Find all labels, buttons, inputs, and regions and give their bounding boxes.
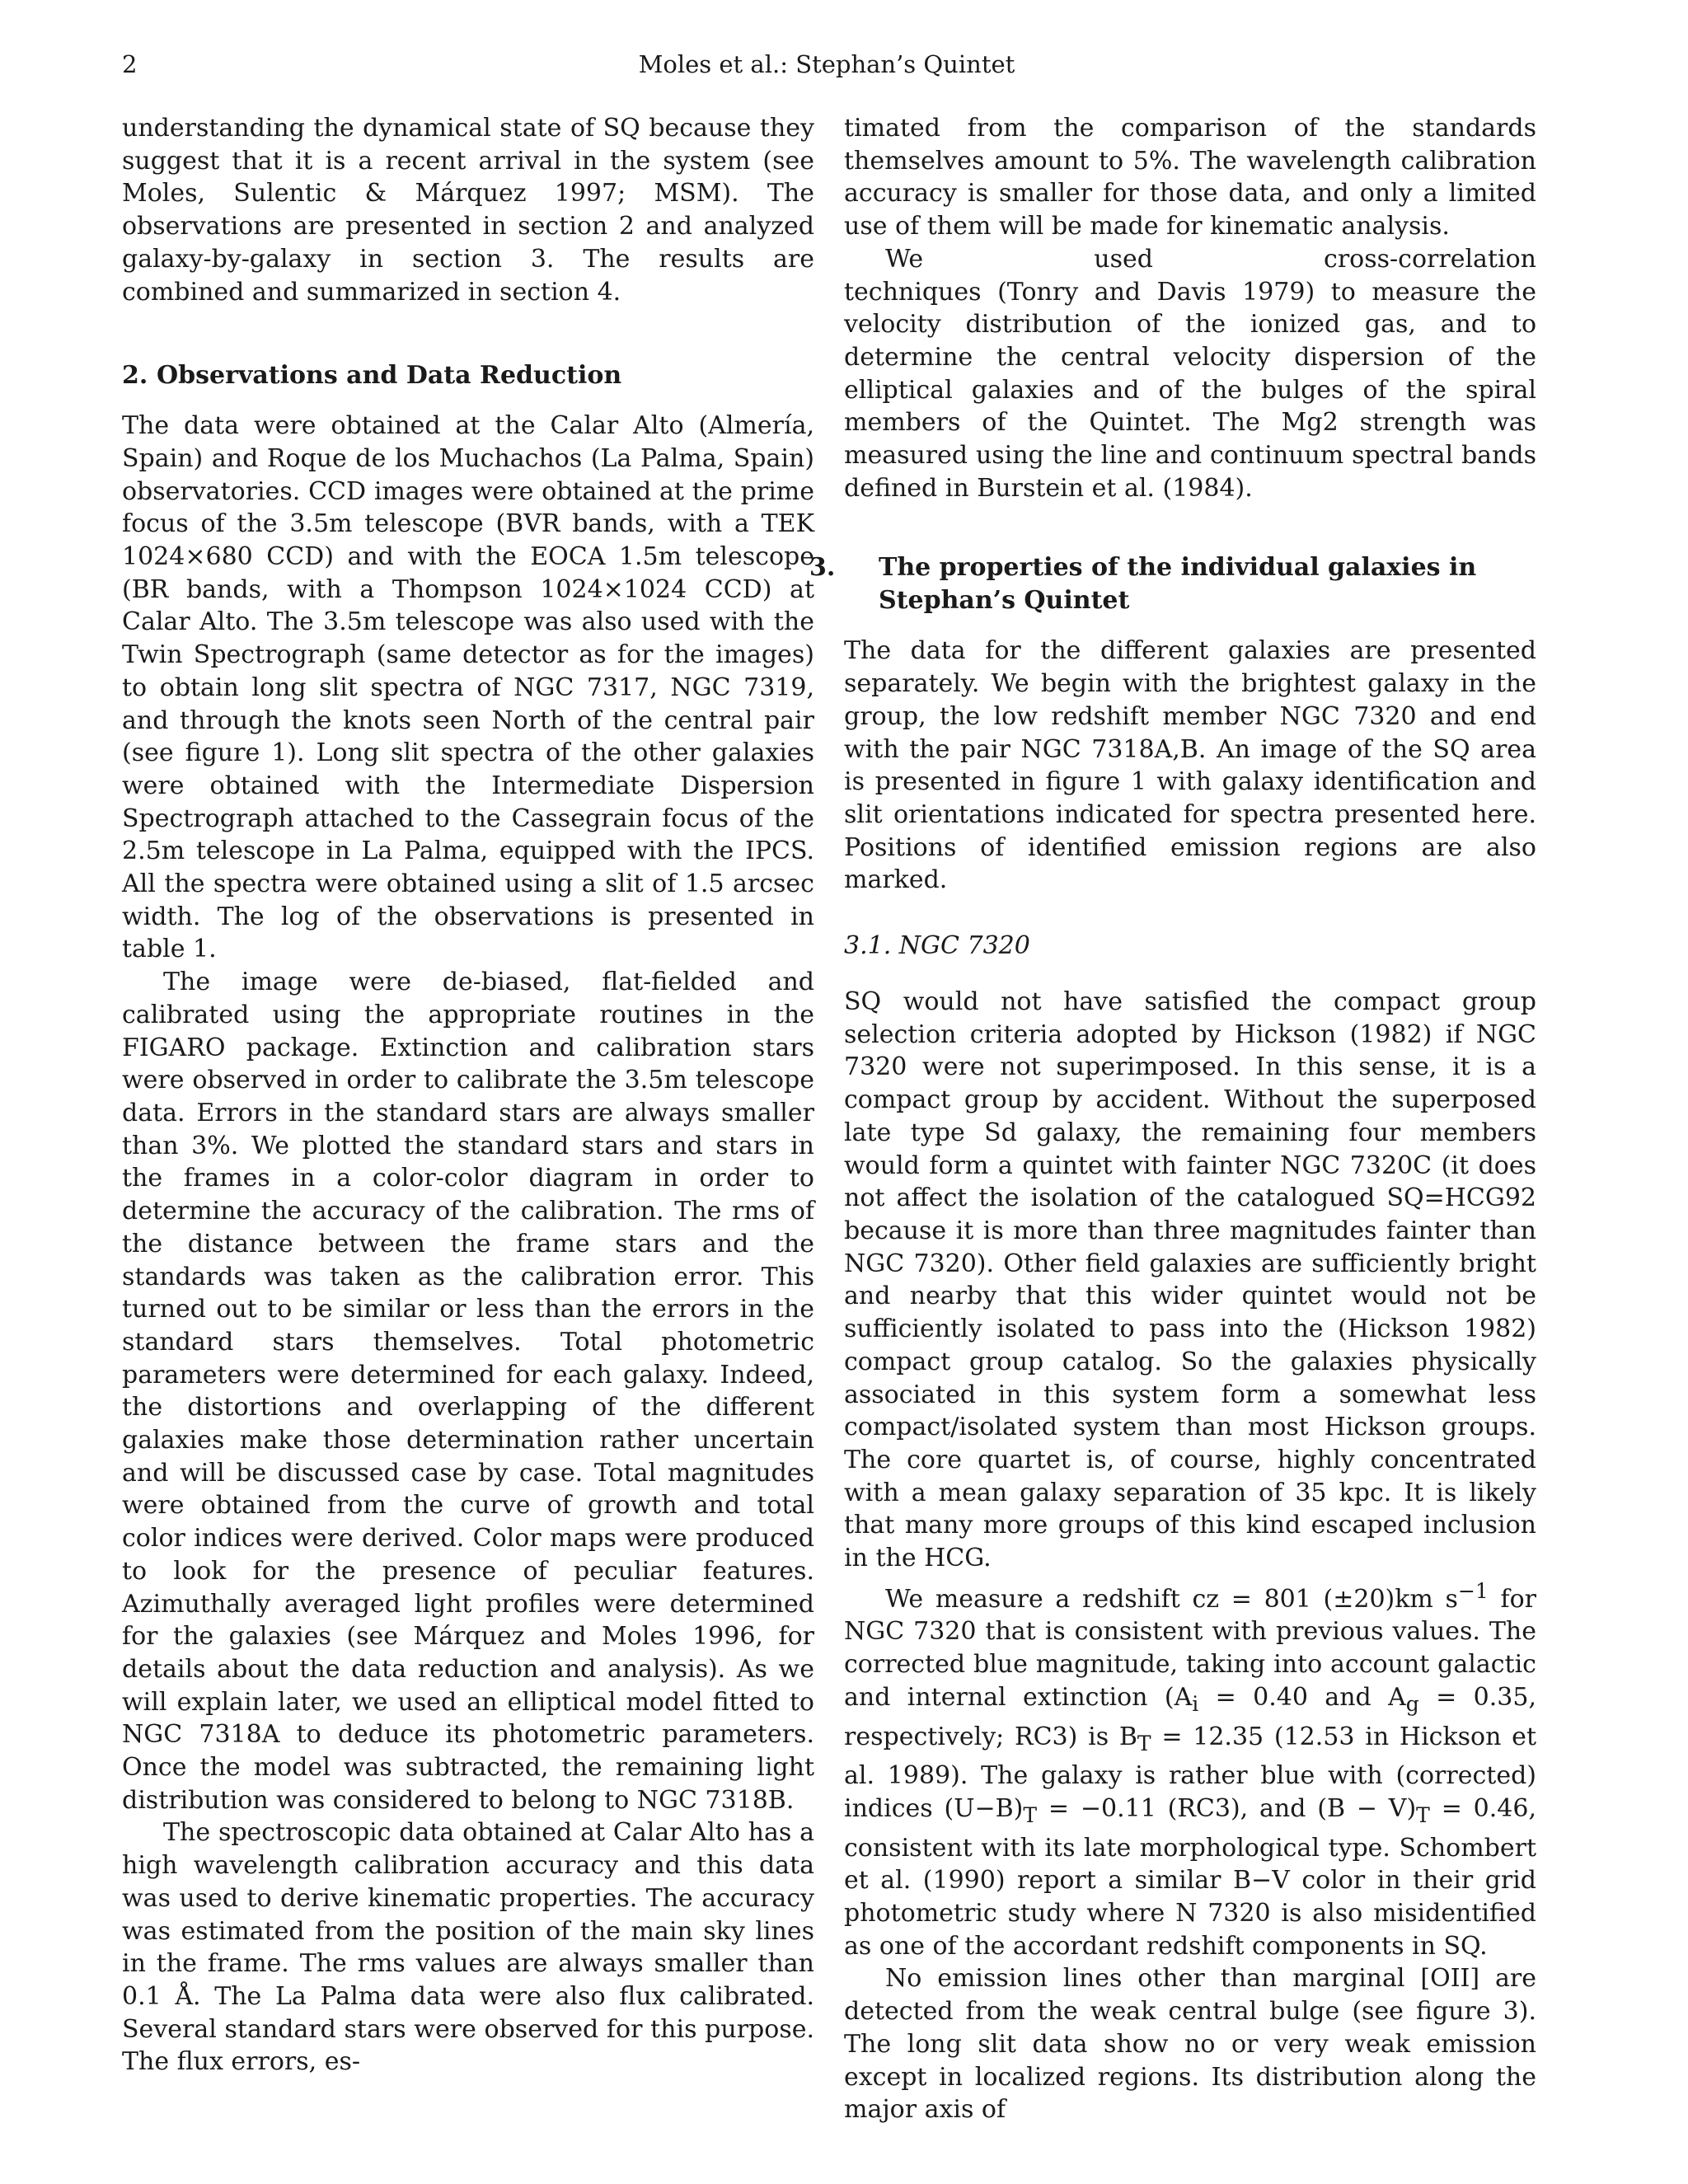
subscript-i: i	[1192, 1691, 1199, 1716]
left-column	[122, 112, 814, 2079]
redshift-text-7: = 0.46, consistent with its late morphological type. Schombert et al. (1990) report a similar B−V color in their grid photometric study where N 7320 is also misidentified as one of the accordant redshift components in SQ.	[844, 1793, 1536, 1961]
continuation-paragraph: timated from the comparison of the standards themselves amount to 5%. The wavelength calibration accuracy is smaller for those data, and only a limited use of them will be made for kinematic analysis.	[844, 114, 1536, 241]
redshift-text-5: = 12.35 (12.53 in Hickson et al. 1989). The galaxy is rather blue with (corrected) indices (U−B)	[844, 1722, 1536, 1823]
subscript-t-1: T	[1137, 1731, 1151, 1755]
subscript-t-2: T	[1023, 1802, 1038, 1827]
section-3-paragraph: The data for the different galaxies are presented separately. We begin with the brightest galaxy in the group, the low redshift member NGC 7320 and end with the pair NGC 7318A,B. An image of the SQ area is presented in figure 1 with galaxy identification and slit orientations indicated for spectra presented here. Positions of identified emission regions are also marked.	[844, 636, 1536, 895]
subscript-g: g	[1405, 1691, 1419, 1716]
subsection-3-1-number: 3.1.	[844, 931, 892, 961]
section-2-title: Observations and Data Reduction	[157, 361, 622, 391]
cross-correlation-first-line	[844, 243, 1536, 276]
word-used: used	[1094, 244, 1153, 274]
page-header	[122, 49, 1531, 82]
compact-group-paragraph: SQ would not have satisfied the compact group selection criteria adopted by Hickson (1982) if NGC 7320 were not superimposed. In this sense, it is a compact group by accident. Without the superposed late type Sd galaxy, the remaining four members would form a quintet with fainter NGC 7320C (it does not affect the isolation of the catalogued SQ=HCG92 because it is more than three magnitudes fainter than NGC 7320). Other field galaxies are sufficiently bright and nearby that this wider quintet would not be sufficiently isolated to pass into the (Hickson 1982) compact group catalog. So the galaxies physically associated in this system form a somewhat less compact/isolated system than most Hickson groups. The core quartet is, of course, highly concentrated with a mean galaxy separation of 35 kpc. It is likely that many more groups of this kind escaped inclusion in the HCG.	[844, 987, 1536, 1573]
section-3-heading	[809, 551, 1536, 617]
section-3-title: The properties of the individual galaxies in Stephan’s Quintet	[879, 553, 1477, 616]
calibration-paragraph: The image were de-biased, flat-fielded and calibrated using the appropriate routines in the FIGARO package. Extinction and calibration stars were observed in order to calibrate the 3.5m telescope data. Errors in the standard stars are always smaller than 3%. We plotted the standard stars and stars in the frames in a color-color diagram in order to determine the accuracy of the calibration. The rms of the distance between the frame stars and the standards was taken as the calibration error. This turned out to be similar or less than the errors in the standard stars themselves. Total photometric parameters were determined for each galaxy. Indeed, the distortions and overlapping of the different galaxies make those determination rather uncertain and will be discussed case by case. Total magnitudes were obtained from the curve of growth and total color indices were derived. Color maps were produced to look for the presence of peculiar features. Azimuthally averaged light profiles were determined for the galaxies (see Márquez and Moles 1996, for details about the data reduction and analysis). As we will explain later, we used an elliptical model fitted to NGC 7318A to deduce its photometric parameters. Once the model was subtracted, the remaining light distribution was considered to belong to NGC 7318B.	[122, 968, 814, 1815]
page-number: 2	[122, 50, 138, 78]
redshift-text-2: for NGC 7320 that is consistent with previous values. The corrected blue magnitude, taking into account galactic and internal extinction (A	[844, 1584, 1537, 1712]
running-title: Moles et al.: Stephan’s Quintet	[638, 50, 1015, 78]
subsection-3-1-title: NGC 7320	[898, 931, 1030, 961]
section-3-number: 3.	[809, 553, 836, 583]
redshift-text-4: = 0.35, respectively; RC3) is B	[844, 1682, 1536, 1751]
spectroscopy-paragraph: The spectroscopic data obtained at Calar Alto has a high wavelength calibration accuracy and this data was used to derive kinematic properties. The accuracy was estimated from the position of the main sky lines in the frame. The rms values are always smaller than 0.1 Å. The La Palma data were also flux calibrated. Several standard stars were observed for this purpose. The flux errors, es-	[122, 1818, 814, 2077]
subscript-t-3: T	[1416, 1802, 1430, 1827]
redshift-paragraph	[844, 1575, 1536, 1963]
exponent: −1	[1457, 1578, 1489, 1603]
word-cross-correlation: cross-correlation	[1324, 244, 1536, 274]
redshift-text-3: = 0.40 and A	[1198, 1682, 1406, 1712]
emission-lines-paragraph: No emission lines other than marginal [OII] are detected from the weak central bulge (see figure 3). The long slit data show no or very weak emission except in localized regions. Its distribution along the major axis of	[844, 1964, 1536, 2125]
subsection-3-1-heading	[844, 930, 1536, 963]
section-2-heading	[122, 359, 814, 392]
word-we: We	[885, 244, 924, 274]
redshift-text-1: We measure a redshift cz = 801 (±20)km s	[885, 1584, 1458, 1614]
redshift-text-6: = −0.11 (RC3), and (B − V)	[1037, 1793, 1417, 1823]
observations-paragraph: The data were obtained at the Calar Alto (Almería, Spain) and Roque de los Muchachos (La Palma, Spain) observatories. CCD images were obtained at the prime focus of the 3.5m telescope (BVR bands, with a TEK 1024×680 CCD) and with the EOCA 1.5m telescope (BR bands, with a Thompson 1024×1024 CCD) at Calar Alto. The 3.5m telescope was also used with the Twin Spectrograph (same detector as for the images) to obtain long slit spectra of NGC 7317, NGC 7319, and through the knots seen North of the central pair (see figure 1). Long slit spectra of the other galaxies were obtained with the Intermediate Dispersion Spectrograph attached to the Cassegrain focus of the 2.5m telescope in La Palma, equipped with the IPCS. All the spectra were obtained using a slit of 1.5 arcsec width. The log of the observations is presented in table 1.	[122, 411, 814, 964]
cross-correlation-paragraph: techniques (Tonry and Davis 1979) to measure the velocity distribution of the ionized gas, and to determine the central velocity dispersion of the elliptical galaxies and of the bulges of the spiral members of the Quintet. The Mg2 strength was measured using the line and continuum spectral bands defined in Burstein et al. (1984).	[844, 277, 1536, 503]
right-column	[809, 112, 1537, 2126]
intro-paragraph: understanding the dynamical state of SQ because they suggest that it is a recent arrival in the system (see Moles, Sulentic & Márquez 1997; MSM). The observations are presented in section 2 and analyzed galaxy-by-galaxy in section 3. The results are combined and summarized in section 4.	[122, 114, 814, 307]
section-2-number: 2.	[122, 361, 148, 391]
